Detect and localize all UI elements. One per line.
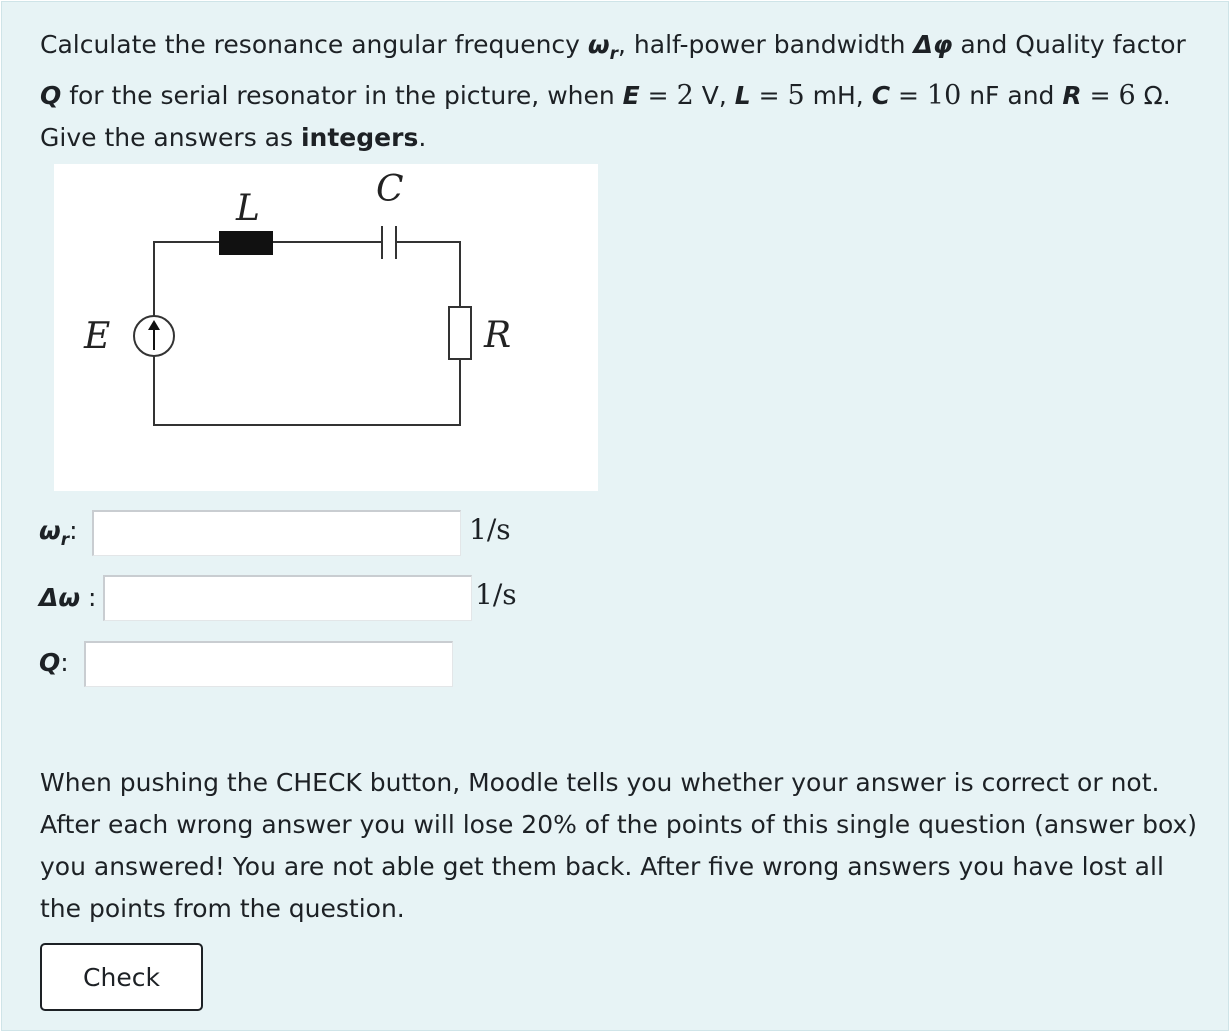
grading-note: When pushing the CHECK button, Moodle tells you whether your answer is correct or not. After each wrong answer you will lose 20% of the points of this single question (answer box) you answered! You are not able get them back. After five wrong answers you have lost all the points from the question. — [40, 768, 1198, 923]
label-source: E — [84, 316, 111, 357]
wire-capacitor-resistor — [396, 242, 460, 307]
c-value: 10 — [926, 80, 962, 111]
check-button[interactable]: Check — [40, 943, 203, 1011]
circuit-diagram — [54, 164, 598, 491]
e-value: 2 — [676, 80, 694, 111]
question-text: Calculate the resonance angular frequency $\omega_r$, half-power bandwidth Δφ and Quality factor Q for the serial resonator in the picture, when E = 2 V, L = 5 mH, C = 10 nF and R = 6 Ω. Give the answers as integers. — [40, 30, 1186, 152]
delta-omega-label: Δω : — [39, 583, 97, 612]
wire-bottom — [154, 356, 460, 425]
label-resistor: R — [484, 315, 512, 356]
omega-r-input[interactable] — [92, 510, 461, 556]
r-value: 6 — [1118, 80, 1136, 111]
resistor-symbol — [449, 307, 471, 359]
circuit-figure — [54, 164, 598, 491]
c-symbol: C — [871, 81, 891, 110]
label-inductor: L — [236, 188, 260, 229]
r-symbol: R — [1062, 81, 1082, 110]
q-label: Q: — [39, 648, 69, 677]
question-panel — [1, 1, 1229, 1031]
l-value: 5 — [787, 80, 805, 111]
q-input[interactable] — [84, 641, 453, 687]
omega-r-symbol: $\omega_r$ — [587, 30, 619, 64]
omega-r-label: $\omega_r$: — [39, 516, 78, 550]
delta-omega-unit: 1/s — [475, 578, 517, 611]
inductor-symbol — [219, 231, 273, 255]
delta-omega-input[interactable] — [103, 575, 472, 621]
l-symbol: L — [734, 81, 751, 110]
e-symbol: E — [622, 81, 640, 110]
wire-left-top — [154, 242, 219, 316]
label-capacitor: C — [376, 169, 404, 210]
q-symbol: Q — [40, 81, 62, 110]
omega-r-unit: 1/s — [469, 513, 511, 546]
integers-emphasis: integers — [300, 123, 419, 152]
delta-phi-symbol: Δφ — [913, 30, 953, 59]
